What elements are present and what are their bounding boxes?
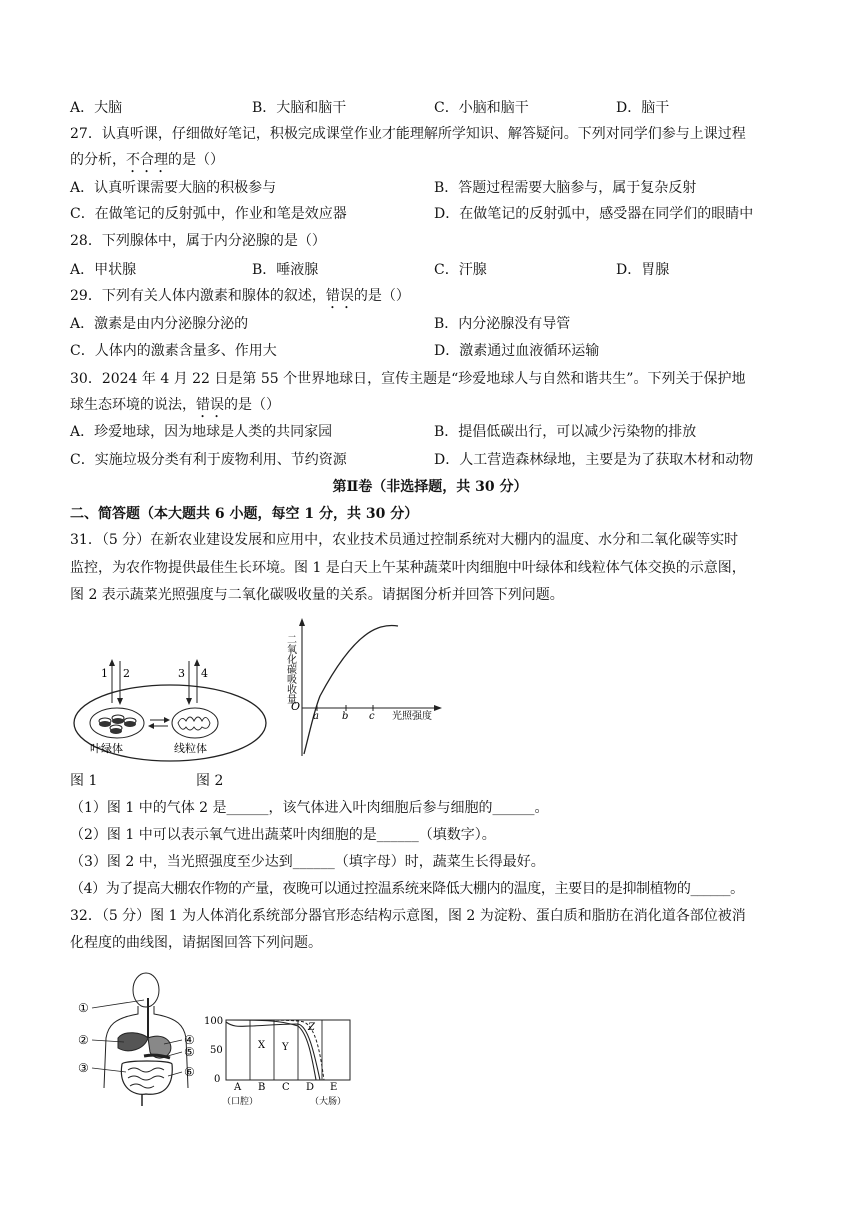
q29-option-b: B．内分泌腺没有导管 <box>434 316 571 332</box>
q31-sub2: （2）图 1 中可以表示氧气进出蔬菜叶肉细胞的是______（填数字）。 <box>70 827 496 843</box>
fig2-ytick-50: 50 <box>210 1045 223 1056</box>
q31-stem-line3: 图 2 表示蔬菜光照强度与二氧化碳吸收量的关系。请据图分析并回答下列问题。 <box>70 587 564 603</box>
q27-option-c: C．在做笔记的反射弧中，作业和笔是效应器 <box>70 206 347 222</box>
fig2-xtick-a: A <box>234 1082 242 1093</box>
q32-stem-line1: 32．（5 分）图 1 为人体消化系统部分器官形态结构示意图，图 2 为淀粉、蛋白质和脂肪在消化道各部位被消 <box>70 908 746 924</box>
fig1-label-1: ① <box>78 1001 89 1015</box>
q32-figure2-digestion-chart <box>200 1012 360 1108</box>
q30-option-a: A．珍爱地球，因为地球是人类的共同家园 <box>70 424 333 440</box>
q27-emphasis: 不合理 <box>126 152 168 168</box>
q27-stem-line1: 27．认真听课，仔细做好笔记，积极完成课堂作业才能理解所学知识、解答疑问。下列对同学们参与上课过程 <box>70 126 746 142</box>
q27-option-b: B．答题过程需要大脑参与，属于复杂反射 <box>434 180 697 196</box>
fig1-label-5: ⑤ <box>184 1045 195 1059</box>
q31-stem-line2: 监控，为农作物提供最佳生长环境。图 1 是白天上午某种蔬菜叶肉细胞中叶绿体和线粒体气体交换的示意图， <box>70 560 746 576</box>
q32-figure1-digestive-system <box>74 968 204 1112</box>
part2-title: 第Ⅱ卷（非选择题，共 30 分） <box>332 479 528 495</box>
fig2-xlabel: 光照强度 <box>392 711 432 722</box>
fig1-label-4: ④ <box>184 1033 195 1047</box>
q32-stem-line2: 化程度的曲线图，请据图回答下列问题。 <box>70 935 322 951</box>
fig2-xtick-e: E <box>330 1082 338 1093</box>
fig2-xnote-mouth: （口腔） <box>222 1097 259 1107</box>
fig2-ylabel: 二氧化碳吸收量 <box>284 634 296 704</box>
q29-stem: 29．下列有关人体内激素和腺体的叙述，错误的是（） <box>70 288 410 304</box>
fig1-arrow-label-2: 2 <box>123 667 130 680</box>
q30-stem-line2: 球生态环境的说法，错误的是（） <box>70 397 280 413</box>
fig2-curve-y: Y <box>282 1042 289 1053</box>
fig1-label-6: ⑥ <box>184 1065 195 1079</box>
q26-option-b: B．大脑和脑干 <box>252 100 347 116</box>
q31-figure1-caption: 图 1 <box>70 773 98 789</box>
q31-sub1: （1）图 1 中的气体 2 是______，该气体进入叶肉细胞后参与细胞的______。 <box>70 800 549 816</box>
q26-option-c: C．小脑和脑干 <box>434 100 529 116</box>
q27-option-d: D．在做笔记的反射弧中，感受器在同学们的眼睛中 <box>434 206 754 222</box>
fig1-arrow-label-4: 4 <box>201 667 208 680</box>
q28-option-a: A．甲状腺 <box>70 262 137 278</box>
q29-option-d: D．激素通过血液循环运输 <box>434 343 600 359</box>
q28-option-b: B．唾液腺 <box>252 262 319 278</box>
fig2-origin: O <box>291 700 301 713</box>
q29-option-a: A．激素是由内分泌腺分泌的 <box>70 316 249 332</box>
fig2-ytick-0: 0 <box>214 1074 221 1085</box>
q31-figure2-caption: 图 2 <box>196 773 224 789</box>
fig1-label-2: ② <box>78 1033 89 1047</box>
fig2-xtick-d: D <box>306 1082 315 1093</box>
q31-sub3: （3）图 2 中，当光照强度至少达到______（填字母）时，蔬菜生长得最好。 <box>70 854 545 870</box>
q30-stem-line1: 30．2024 年 4 月 22 日是第 55 个世界地球日，宣传主题是“珍爱地球人与自然和谐共生”。下列关于保护地 <box>70 371 746 387</box>
fig2-tick-c: c <box>369 711 375 722</box>
q26-option-d: D．脑干 <box>616 100 670 116</box>
q28-option-d: D．胃腺 <box>616 262 670 278</box>
q30-option-c: C．实施垃圾分类有利于废物利用、节约资源 <box>70 452 347 468</box>
q30-option-d: D．人工营造森林绿地，主要是为了获取木材和动物 <box>434 452 754 468</box>
q29-emphasis: 错误 <box>325 288 354 304</box>
q28-stem: 28．下列腺体中，属于内分泌腺的是（） <box>70 233 326 249</box>
q30-option-b: B．提倡低碳出行，可以减少污染物的排放 <box>434 424 697 440</box>
fig2-tick-b: b <box>342 711 349 722</box>
fig1-chloroplast-label: 叶绿体 <box>90 742 123 755</box>
fig1-mitochondria-label: 线粒体 <box>174 742 207 755</box>
q27-stem-line2: 的分析，不合理的是（） <box>70 152 224 168</box>
fig1-arrow-label-1: 1 <box>101 667 108 680</box>
q26-option-a: A．大脑 <box>70 100 123 116</box>
q31-sub4: （4）为了提高大棚农作物的产量，夜晚可以通过控温系统来降低大棚内的温度，主要目的是抑制植物的______。 <box>70 881 744 897</box>
fig1-arrow-label-3: 3 <box>178 667 185 680</box>
q28-option-c: C．汗腺 <box>434 262 487 278</box>
q31-figure2-co2-chart <box>276 616 446 764</box>
q31-stem-line1: 31．（5 分）在新农业建设发展和应用中，农业技术员通过控制系统对大棚内的温度、水分和二氧化碳等实时 <box>70 532 739 548</box>
q31-figure1-cell-diagram <box>70 655 270 765</box>
fig2-curve-x: X <box>258 1040 266 1051</box>
section2-title: 二、简答题（本大题共 6 小题，每空 1 分，共 30 分） <box>70 506 419 522</box>
fig2-ytick-100: 100 <box>204 1016 224 1027</box>
fig2-xnote-large-intestine: （大肠） <box>310 1097 347 1107</box>
q30-emphasis: 错误 <box>196 397 224 413</box>
fig1-label-3: ③ <box>78 1061 89 1075</box>
fig2-xtick-b: B <box>258 1082 266 1093</box>
fig2-xtick-c: C <box>282 1082 290 1093</box>
fig2-tick-a: a <box>313 711 319 722</box>
q29-option-c: C．人体内的激素含量多、作用大 <box>70 343 277 359</box>
fig2-curve-z: Z <box>308 1022 315 1033</box>
q27-option-a: A．认真听课需要大脑的积极参与 <box>70 180 277 196</box>
